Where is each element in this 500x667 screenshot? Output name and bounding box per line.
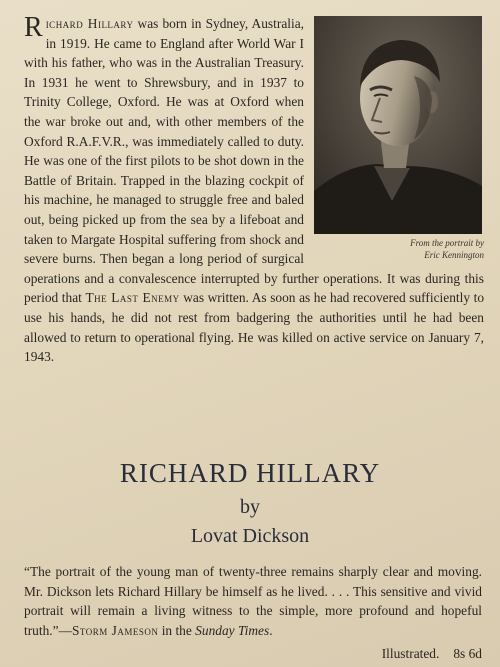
biography-text bbox=[24, 14, 484, 367]
book-title: RICHARD HILLARY bbox=[119, 458, 381, 488]
review-end: . bbox=[269, 622, 273, 638]
review-text: “The portrait of the young man of twenty-three remains sharply clear and moving. Mr. Dickson lets Richard Hillary be himself as he lived. . . . This sensitive and vivid portrait will remain a living witness to the simple, more profound and hopeful truth.”— bbox=[24, 564, 482, 638]
publication-name: Sunday Times bbox=[195, 622, 270, 638]
bio-paragraph-part-1: was born in Sydney, Australia, in 1919. He came to England after World War I with his father, who was in the Australian Treasury. In 1931 he went to Shrewsbury, and in 1937 to Trinity College, Oxford. He was at Oxford when the war broke out and, with other members of the Oxford R.A.F.V.R., was immediately called to duty. He was one of the first pilots to be shot down in the Battle of Britain. Trapped in the blazing cockpit of his machine, he managed to struggle free and baled out, being picked up from the sea by a lifeboat and taken to Margate Hospital suffering from shock and severe burns. Then began a long period of surgical operations and a convalescence interrupted by further operations. It was during this period that bbox=[24, 16, 484, 306]
review-quote bbox=[24, 562, 482, 640]
price-line bbox=[382, 646, 482, 662]
book-author: Lovat Dickson bbox=[190, 525, 310, 547]
price-value: 8s 6d bbox=[453, 646, 482, 661]
subject-name: ichard Hillary bbox=[45, 16, 134, 31]
portrait-image bbox=[314, 16, 482, 234]
bio-paragraph-part-2: was written. As soon as he had recovered sufficiently to use his hands, he did not rest from badgering the authorities until he had been allowed to return to operational flying. He was killed on active service on January 7, 1943. bbox=[24, 290, 485, 365]
book-title-ref: The Last Enemy bbox=[85, 290, 180, 306]
drop-cap: R bbox=[24, 12, 43, 43]
caption-line-2: Eric Kennington bbox=[424, 250, 484, 260]
reviewer-name: Storm Jameson bbox=[71, 622, 159, 638]
review-in-the: in the bbox=[158, 622, 196, 638]
portrait-caption bbox=[314, 237, 484, 261]
caption-line-1: From the portrait by bbox=[410, 238, 484, 248]
byline-by: by bbox=[240, 496, 260, 518]
portrait-figure bbox=[314, 16, 484, 261]
illustrated-label: Illustrated. bbox=[381, 646, 440, 661]
